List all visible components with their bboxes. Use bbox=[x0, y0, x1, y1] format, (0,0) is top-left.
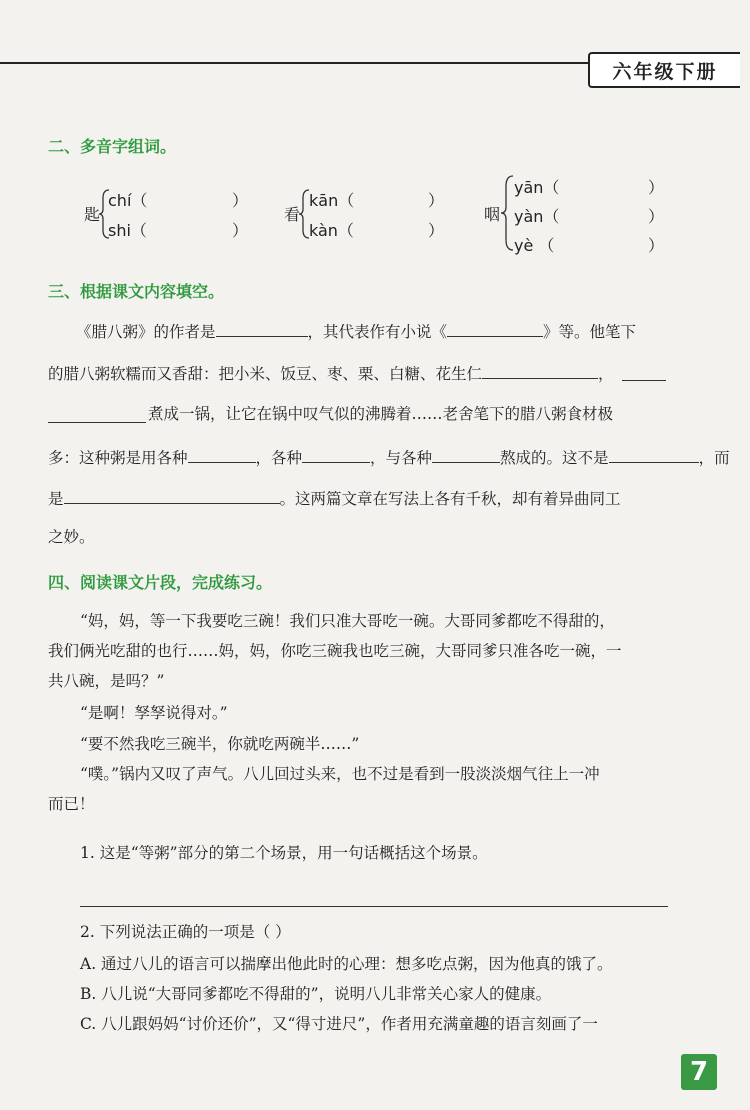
text: ，各种 bbox=[255, 449, 303, 467]
option-c[interactable]: C. 八儿跟妈妈“讨价还价”，又“得寸进尺”，作者用充满童趣的语言刻画了一 bbox=[80, 1015, 598, 1033]
section2-title: 二、多音字组词。 bbox=[48, 137, 177, 156]
answer-blank[interactable] bbox=[609, 446, 699, 463]
reading: yàn（ bbox=[514, 207, 560, 226]
option-b[interactable]: B. 八儿说“大哥同爹都吃不得甜的”，说明八儿非常关心家人的健康。 bbox=[80, 985, 552, 1003]
fill-line-4 bbox=[48, 446, 730, 468]
paren-close: ） bbox=[232, 191, 249, 210]
text: 。这两篇文章在写法上各有千秋，却有着异曲同工 bbox=[279, 490, 621, 508]
header-rule bbox=[0, 62, 608, 64]
passage-line: 共八碗，是吗？” bbox=[48, 672, 165, 690]
text: 《腊八粥》的作者是 bbox=[76, 323, 216, 341]
text: 是 bbox=[48, 490, 64, 508]
answer-blank[interactable] bbox=[622, 380, 666, 381]
passage-line: 而已！ bbox=[48, 795, 95, 813]
section3-title: 三、根据课文内容填空。 bbox=[48, 282, 225, 301]
page-number: 7 bbox=[681, 1054, 717, 1090]
text: ，与各种 bbox=[370, 449, 433, 467]
answer-blank[interactable] bbox=[188, 446, 256, 463]
paren-close: ） bbox=[428, 221, 445, 240]
passage-line: “是啊！孥孥说得对。” bbox=[80, 704, 228, 722]
text: 的腊八粥软糯而又香甜：把小米、饭豆、枣、栗、白糖、花生仁 bbox=[48, 365, 483, 383]
fill-line-5 bbox=[48, 487, 621, 509]
paren-close: ） bbox=[648, 178, 665, 197]
paren-close: ） bbox=[428, 191, 445, 210]
fill-line-2 bbox=[48, 362, 614, 384]
reading: yè （ bbox=[514, 236, 555, 255]
answer-blank[interactable] bbox=[432, 446, 500, 463]
fill-line-6: 之妙。 bbox=[48, 528, 95, 546]
polyphone-char-chi: 匙 bbox=[84, 205, 101, 224]
text: ， bbox=[598, 365, 614, 383]
text: ，而 bbox=[698, 449, 730, 467]
reading: chí（ bbox=[108, 191, 148, 210]
reading: kàn（ bbox=[309, 221, 354, 240]
answer-blank[interactable] bbox=[216, 320, 308, 337]
text: ，其代表作有小说《 bbox=[307, 323, 448, 341]
answer-blank[interactable] bbox=[302, 446, 370, 463]
fill-line-1 bbox=[76, 320, 636, 342]
question-1: 1. 这是“等粥”部分的第二个场景，用一句话概括这个场景。 bbox=[80, 844, 488, 862]
answer-blank[interactable] bbox=[482, 362, 598, 379]
passage-line: “要不然我吃三碗半，你就吃两碗半……” bbox=[80, 735, 360, 753]
text: 熬成的。这不是 bbox=[500, 449, 609, 467]
answer-blank[interactable] bbox=[64, 487, 280, 504]
answer-blank[interactable] bbox=[48, 422, 146, 423]
text: 》等。他笔下 bbox=[543, 323, 637, 341]
reading: kān（ bbox=[309, 191, 355, 210]
answer-line[interactable] bbox=[80, 906, 668, 907]
passage-line: “妈，妈，等一下我要吃三碗！我们只准大哥吃一碗。大哥同爹都吃不得甜的， bbox=[80, 612, 615, 630]
polyphone-char-kan: 看 bbox=[284, 205, 301, 224]
brace-icon bbox=[500, 174, 514, 252]
section4-title: 四、阅读课文片段，完成练习。 bbox=[48, 573, 273, 592]
reading: shi（ bbox=[108, 221, 147, 240]
option-a[interactable]: A. 通过八儿的语言可以揣摩出他此时的心理：想多吃点粥，因为他真的饿了。 bbox=[80, 955, 613, 973]
paren-close: ） bbox=[648, 236, 665, 255]
text: 多：这种粥是用各种 bbox=[48, 449, 188, 467]
passage-line: 我们俩光吃甜的也行……妈，妈，你吃三碗我也吃三碗，大哥同爹只准各吃一碗，一 bbox=[48, 642, 622, 660]
grade-label: 六年级下册 bbox=[588, 52, 740, 88]
passage-line: “噗。”锅内又叹了声气。八儿回过头来，也不过是看到一股淡淡烟气往上一冲 bbox=[80, 765, 600, 783]
reading: yān（ bbox=[514, 178, 560, 197]
question-2: 2. 下列说法正确的一项是（ ） bbox=[80, 923, 291, 941]
paren-close: ） bbox=[648, 207, 665, 226]
answer-blank[interactable] bbox=[447, 320, 543, 337]
polyphone-char-yan: 咽 bbox=[484, 205, 501, 224]
paren-close: ） bbox=[232, 221, 249, 240]
fill-line-3: 煮成一锅，让它在锅中叹气似的沸腾着……老舍笔下的腊八粥食材极 bbox=[148, 405, 614, 423]
